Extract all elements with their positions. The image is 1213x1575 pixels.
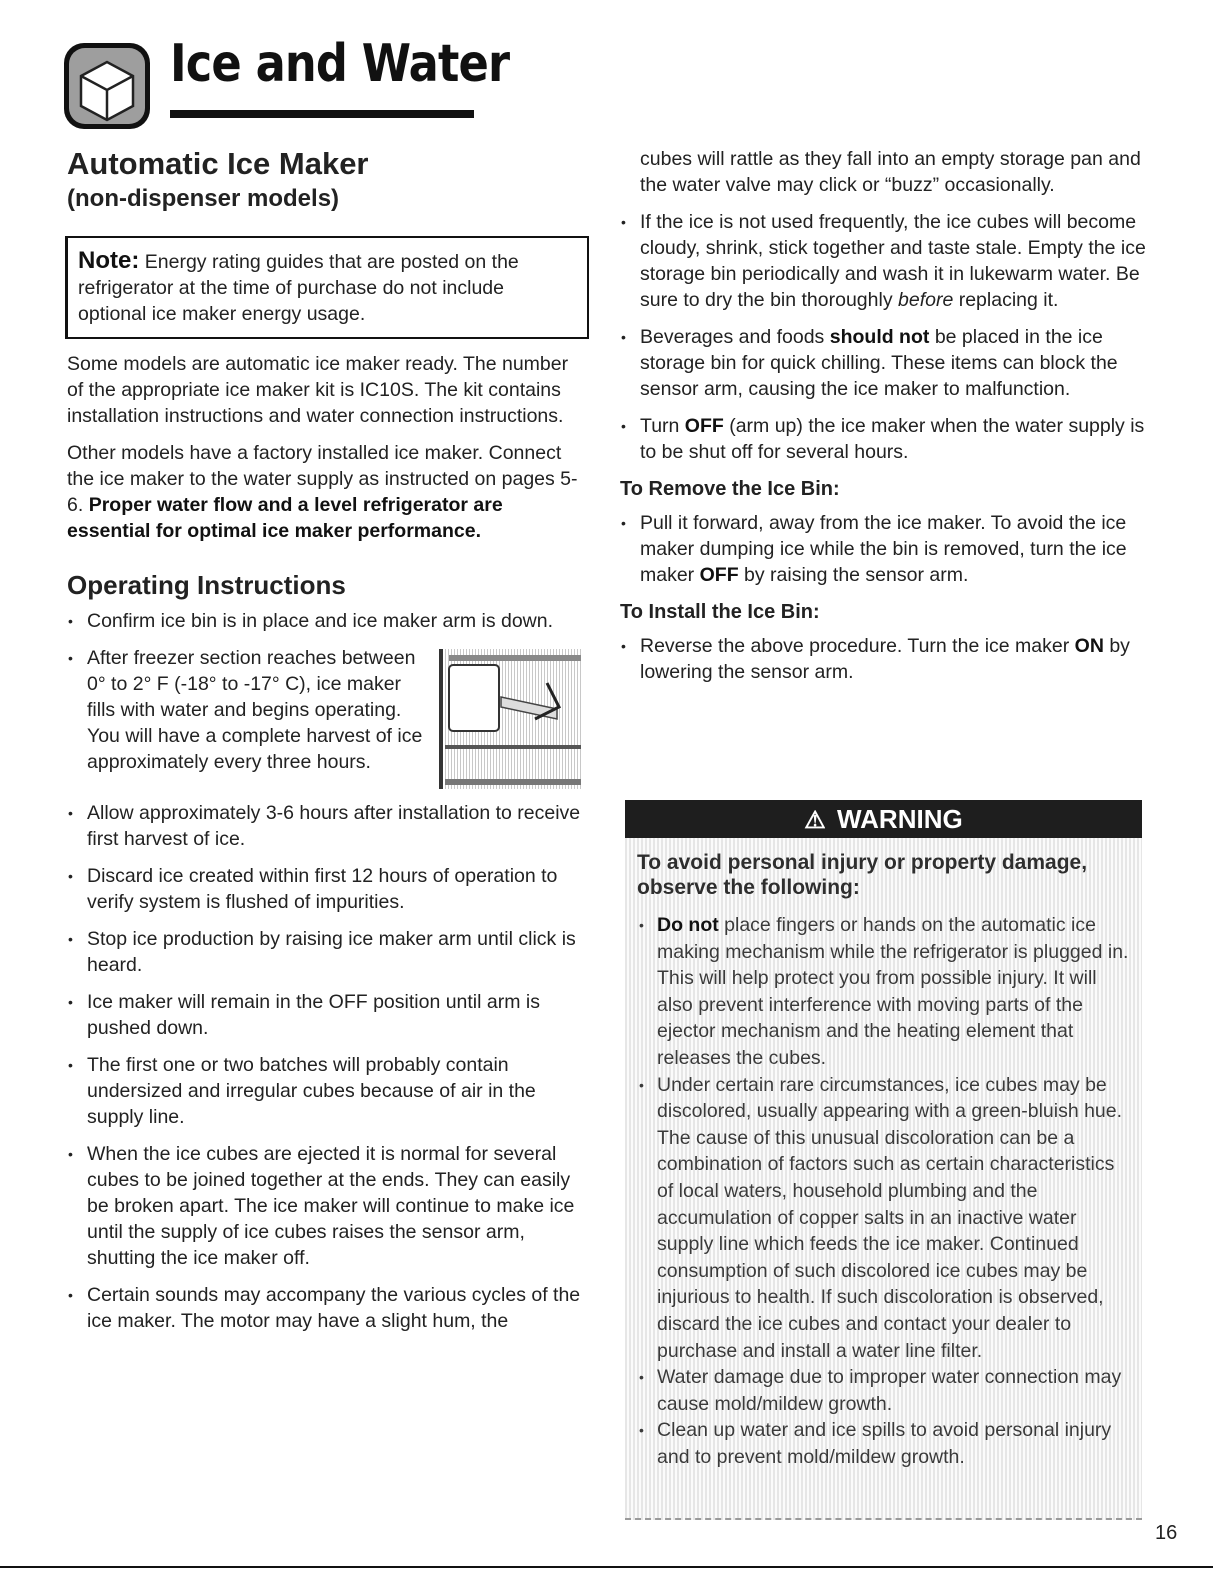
ice-cube-icon — [61, 40, 153, 132]
list-item: • Discard ice created within first 12 hours of operation to verify system is flushed of impurities. — [67, 863, 589, 915]
list-item: • When the ice cubes are ejected it is normal for several cubes to be joined together at the ends. They can easily be broken apart. The ice maker will continue to make ice until the supply of ice cubes raises the sensor arm, shutting the ice maker off. — [67, 1141, 589, 1271]
list-item: • Confirm ice bin is in place and ice maker arm is down. — [67, 608, 589, 634]
list-item-bold: OFF — [684, 415, 724, 437]
warning-intro: To avoid personal injury or property damage, observe the following: — [637, 851, 1088, 899]
warning-title: WARNING — [837, 804, 963, 834]
list-item-bold: should not — [829, 326, 930, 348]
factory-paragraph-text: Other models have a factory installed ice maker. Connect the ice maker to the water supply as instructed on pages 5-6. — [67, 442, 578, 516]
title-underline — [170, 110, 474, 118]
section-subtitle: (non-dispenser models) — [67, 185, 340, 212]
list-item-text: Turn — [640, 415, 680, 437]
left-column — [67, 146, 589, 1345]
list-item-with-figure — [67, 645, 589, 789]
list-item — [620, 209, 1150, 313]
list-item — [620, 633, 1150, 685]
list-item: • Allow approximately 3-6 hours after installation to receive first harvest of ice. — [67, 800, 589, 852]
warning-box — [625, 800, 1142, 1520]
list-item-text-end: (arm up) the ice maker when the water supply is to be shut off for several hours. — [640, 415, 1145, 463]
operating-instructions-title: Operating Instructions — [67, 570, 346, 600]
ice-tips-list — [620, 209, 1150, 465]
list-item-text: Reverse the above procedure. Turn the ice maker — [640, 635, 1070, 657]
note-label: Note: — [78, 247, 140, 274]
list-item-text: Pull it forward, away from the ice maker. To avoid the ice maker dumping ice while the bin is removed, turn the ice maker — [640, 512, 1127, 586]
continued-paragraph: cubes will rattle as they fall into an empty storage pan and the water valve may click or “buzz” occasionally. — [640, 148, 1141, 196]
list-item — [637, 912, 1132, 1072]
list-item-bold: Do not — [657, 914, 719, 936]
warning-triangle-icon: ⚠ — [804, 807, 826, 834]
list-item-bold: ON — [1074, 635, 1104, 657]
install-bin-heading: To Install the Ice Bin: — [620, 601, 820, 623]
list-item-text-end: by lowering the sensor arm. — [640, 635, 1130, 683]
ice-maker-illustration — [439, 649, 581, 789]
list-item-text: Beverages and foods — [640, 326, 825, 348]
kit-paragraph: Some models are automatic ice maker ready. The number of the appropriate ice maker kit is IC10S. The kit contains installation instructions and water connection instructions. — [67, 353, 569, 427]
factory-paragraph-bold: Proper water flow and a level refrigerator are essential for optimal ice maker performance. — [67, 494, 503, 542]
list-item: • Under certain rare circumstances, ice cubes may be discolored, usually appearing with a green-bluish hue. The cause of this unusual discoloration can be a combination of factors such as certain characteristics of local waters, household plumbing and the accumulation of copper salts in an inactive water supply line which feeds the ice maker. Continued consumption of such discolored ice cubes may be injurious to health. If such discoloration is observed, discard the ice cubes and contact your dealer to purchase and install a water line filter. — [637, 1072, 1132, 1365]
operating-list — [67, 608, 589, 1334]
install-bin-list — [620, 633, 1150, 685]
list-item-italic: before — [898, 289, 954, 311]
footer-rule — [0, 1566, 1213, 1568]
list-item: • Clean up water and ice spills to avoid personal injury and to prevent mold/mildew growth. — [637, 1417, 1132, 1470]
page-number: 16 — [1155, 1522, 1178, 1544]
list-item: • Ice maker will remain in the OFF position until arm is pushed down. — [67, 989, 589, 1041]
note-text: Energy rating guides that are posted on the refrigerator at the time of purchase do not include optional ice maker energy usage. — [78, 251, 519, 325]
warning-banner — [625, 800, 1142, 838]
note-box — [65, 236, 589, 339]
list-item-text-end: by raising the sensor arm. — [744, 564, 969, 586]
list-item: • Certain sounds may accompany the various cycles of the ice maker. The motor may have a slight hum, the — [67, 1282, 589, 1334]
list-item: • Water damage due to improper water connection may cause mold/mildew growth. — [637, 1364, 1132, 1417]
list-item-text: place fingers or hands on the automatic ice making mechanism while the refrigerator is plugged in. This will help protect you from possible injury. It will also prevent interference with moving parts of the ejector mechanism and the heating element that releases the cubes. — [657, 914, 1129, 1069]
remove-bin-heading: To Remove the Ice Bin: — [620, 478, 840, 500]
list-item — [620, 510, 1150, 588]
list-item-text-end: replacing it. — [958, 289, 1059, 311]
page-title: Ice and Water — [170, 34, 510, 94]
list-item — [620, 413, 1150, 465]
right-column — [620, 146, 1150, 696]
list-item: • Stop ice production by raising ice maker arm until click is heard. — [67, 926, 589, 978]
list-item-text-end: be placed in the ice storage bin for quick chilling. These items can block the sensor arm, causing the ice maker to malfunction. — [640, 326, 1118, 400]
list-item-bold: OFF — [699, 564, 739, 586]
remove-bin-list — [620, 510, 1150, 588]
list-item: • The first one or two batches will probably contain undersized and irregular cubes because of air in the supply line. — [67, 1052, 589, 1130]
factory-paragraph — [67, 440, 589, 544]
list-item-text: If the ice is not used frequently, the ice cubes will become cloudy, shrink, stick together and taste stale. Empty the ice storage bin periodically and wash it in lukewarm water. Be sure to dry the bin thoroughly — [640, 211, 1146, 311]
list-item-text: • After freezer section reaches between 0° to 2° F (-18° to -17° C), ice maker fills with water and begins operating. You will have a complete harvest of ice approximately every three hours. — [87, 647, 423, 773]
section-title: Automatic Ice Maker — [67, 146, 369, 181]
list-item — [620, 324, 1150, 402]
warning-list — [625, 912, 1142, 1470]
